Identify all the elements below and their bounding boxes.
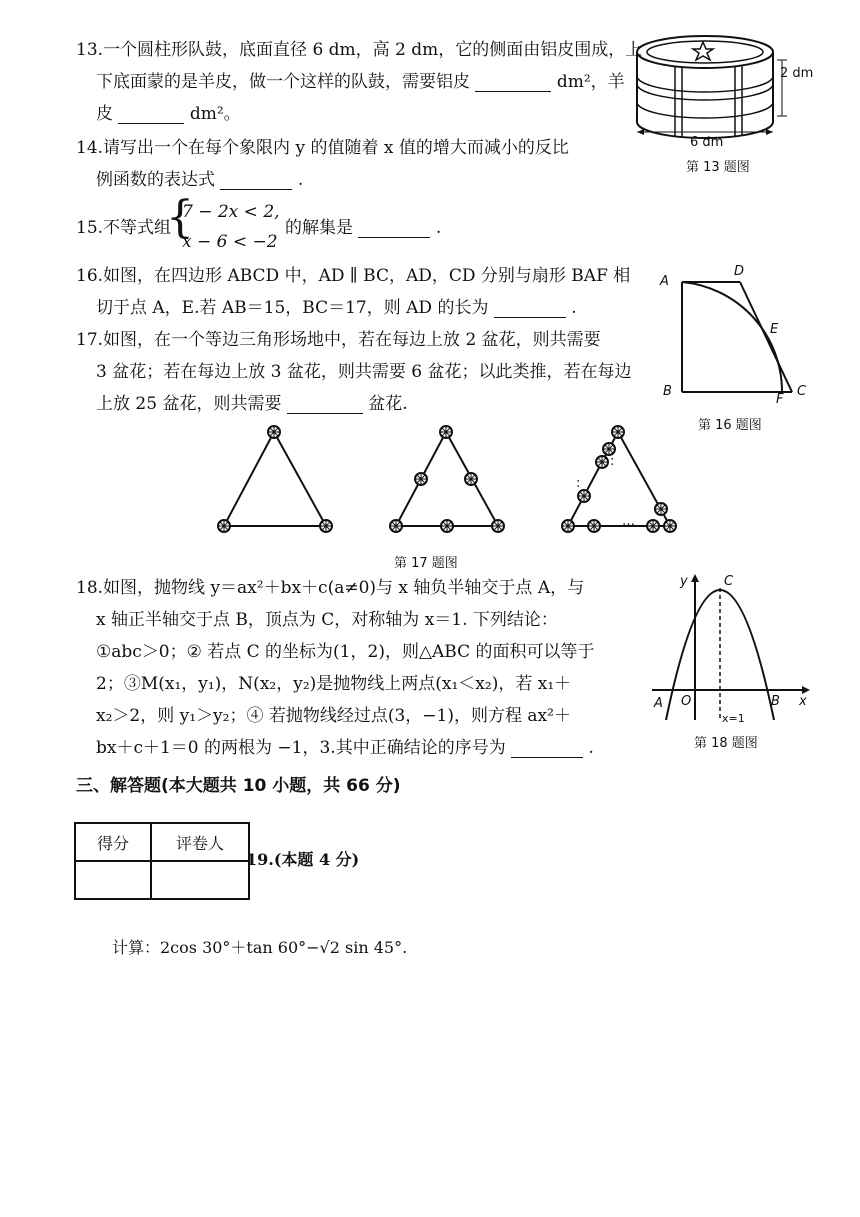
q13-line2-unit: dm²，羊: [556, 72, 625, 92]
grader-header: 评卷人: [151, 823, 249, 861]
flower-pot-icon: [218, 520, 230, 532]
q14-line2-text: 例函数的表达式: [96, 170, 215, 190]
q13-line2-text: 下底面蒙的是羊皮，做一个这样的队鼓，需要铝皮: [96, 72, 470, 92]
q15-end: .: [435, 218, 442, 238]
triangle-3-per-side: [396, 432, 498, 526]
flower-pot-icon: [268, 426, 280, 438]
q13-diameter-label: 6 dm: [690, 135, 724, 150]
flower-pot-icon: [492, 520, 504, 532]
q13-caption: 第 13 题图: [686, 160, 750, 175]
q14-line2: [96, 170, 303, 190]
q17-line3-unit: 盆花.: [368, 394, 408, 414]
q18-end: .: [588, 738, 594, 758]
q17-caption: 第 17 题图: [394, 556, 458, 571]
flower-pot-icon: [465, 473, 477, 485]
q13-line3: [96, 104, 241, 124]
q18-blank[interactable]: [511, 741, 583, 758]
q13-line3-unit: dm²。: [189, 104, 241, 124]
q16-caption: 第 16 题图: [698, 418, 762, 433]
q13-blank-aluminum[interactable]: [475, 75, 551, 92]
q18-line3: ①abc＞0；② 若点 C 的坐标为(1，2)，则△ABC 的面积可以等于: [96, 642, 595, 662]
q16-end: .: [571, 298, 577, 318]
q17-triangles: [210, 420, 690, 545]
flower-pot-icon: [562, 520, 574, 532]
q15-blank[interactable]: [358, 221, 430, 238]
q18-caption: 第 18 题图: [694, 736, 758, 751]
flower-pot-icon: [612, 426, 624, 438]
q14-line1: 14.请写出一个在每个象限内 y 的值随着 x 值的增大而减小的反比: [76, 138, 569, 158]
section-3-heading: 三、解答题(本大题共 10 小题，共 66 分): [76, 776, 401, 796]
q13-line1: 13.一个圆柱形队鼓，底面直径 6 dm，高 2 dm，它的侧面由铝皮围成，上: [76, 40, 643, 60]
q15-ineq1: 7 − 2x < 2,: [182, 202, 280, 222]
q18-line5: x₂＞2，则 y₁＞y₂；④ 若抛物线经过点(3，−1)，则方程 ax²＋: [96, 706, 571, 726]
flower-pot-icon: [415, 473, 427, 485]
q18-line6-text: bx＋c＋1＝0 的两根为 −1，3.其中正确结论的序号为: [96, 738, 506, 758]
flower-pot-icon: [588, 520, 600, 532]
q16-label-b: B: [663, 384, 672, 399]
q13-line2: [96, 72, 625, 92]
flower-pot-icon: [441, 520, 453, 532]
flower-pot-icon: [647, 520, 659, 532]
q18-label-o: O: [681, 694, 692, 709]
q18-line1: 18.如图，抛物线 y＝ax²＋bx＋c(a≠0)与 x 轴负半轴交于点 A，与: [76, 578, 585, 598]
q18-label-y: y: [680, 574, 688, 589]
score-cell[interactable]: [75, 861, 151, 899]
score-table: [74, 822, 250, 900]
q13-line3-text: 皮: [96, 104, 113, 124]
q15-suffix-text: 的解集是: [285, 218, 353, 238]
flower-pots: [218, 426, 676, 532]
q16-label-f: F: [776, 392, 784, 407]
q17-line3-text: 上放 25 盆花，则共需要: [96, 394, 282, 414]
q16-label-e: E: [770, 322, 779, 337]
flower-pot-icon: [596, 456, 608, 468]
flower-pot-icon: [390, 520, 402, 532]
q16-figure: [670, 266, 810, 416]
q16-label-c: C: [797, 384, 807, 399]
q19-title: 19.(本题 4 分): [246, 850, 360, 869]
q17-line1: 17.如图，在一个等边三角形场地中，若在每边上放 2 盆花，则共需要: [76, 330, 601, 350]
q18-label-c: C: [724, 574, 734, 589]
q15-suffix: [285, 218, 441, 238]
q15-ineq2: x − 6 < −2: [182, 232, 278, 252]
q18-label-x: x: [799, 694, 807, 709]
score-header: 得分: [75, 823, 151, 861]
q13-height-label: 2 dm: [780, 66, 814, 81]
triangle-2-per-side: [224, 432, 326, 526]
q18-axis-label: x=1: [722, 712, 745, 725]
q16-line2-text: 切于点 A，E.若 AB＝15，BC＝17，则 AD 的长为: [96, 298, 489, 318]
q15-brace: {: [166, 192, 194, 243]
q17-ellipsis: …: [622, 514, 635, 529]
flower-pot-icon: [440, 426, 452, 438]
q18-parabola-figure: [650, 570, 820, 730]
flower-pot-icon: [664, 520, 676, 532]
q16-blank[interactable]: [494, 301, 566, 318]
q16-line2: [96, 298, 577, 318]
q16-line1: 16.如图，在四边形 ABCD 中，AD ∥ BC，AD，CD 分别与扇形 BAF 相: [76, 266, 631, 286]
q17-line3: [96, 394, 408, 414]
q17-blank[interactable]: [287, 397, 363, 414]
q14-end: .: [297, 170, 304, 190]
q18-line2: x 轴正半轴交于点 B，顶点为 C，对称轴为 x＝1. 下列结论：: [96, 610, 558, 630]
flower-pot-icon: [320, 520, 332, 532]
q18-line6: [96, 738, 594, 758]
q18-label-a: A: [654, 696, 663, 711]
q15-prefix: 15.不等式组: [76, 218, 172, 238]
q17-dots-left: :: [576, 476, 581, 491]
q17-dots-right: :: [610, 454, 615, 469]
grader-cell[interactable]: [151, 861, 249, 899]
star-icon: [693, 42, 713, 60]
q18-line4: 2；③M(x₁，y₁)，N(x₂，y₂)是抛物线上两点(x₁＜x₂)，若 x₁＋: [96, 674, 572, 694]
q16-label-d: D: [734, 264, 745, 279]
q14-blank[interactable]: [220, 173, 292, 190]
q19-compute: 计算：2cos 30°＋tan 60°−√2 sin 45°.: [112, 938, 408, 957]
q13-blank-sheepskin[interactable]: [118, 107, 184, 124]
flower-pot-icon: [655, 503, 667, 515]
q16-label-a: A: [660, 274, 669, 289]
q17-line2: 3 盆花；若在每边上放 3 盆花，则共需要 6 盆花；以此类推，若在每边: [96, 362, 632, 382]
flower-pot-icon: [578, 490, 590, 502]
q18-label-b: B: [771, 694, 780, 709]
